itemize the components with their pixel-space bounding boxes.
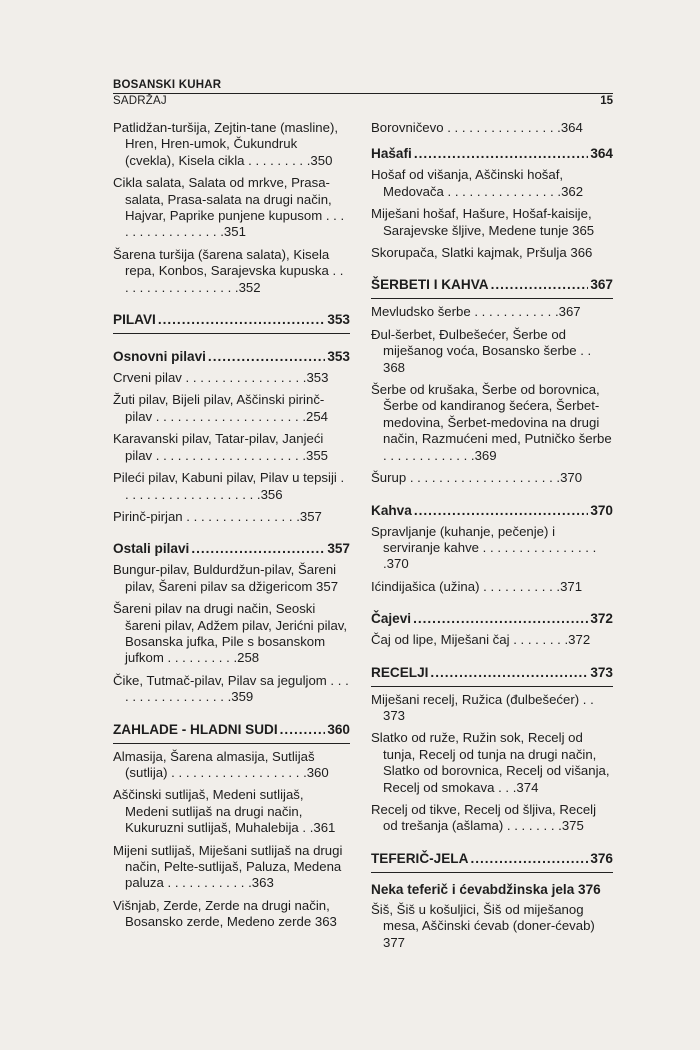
toc-subsection-kahva (371, 503, 613, 520)
toc-entry: Đul-šerbet, Đulbešećer, Šerbe od miješanog voća, Bosansko šerbe . . 368 (371, 326, 592, 375)
toc-entry: Ićindijašica (užina) . . . . . . . . . . .371 (371, 578, 583, 594)
toc-left-column (113, 120, 350, 937)
toc-subsection-cajevi (371, 611, 613, 628)
header-rule (113, 93, 613, 94)
subsection-title: Hašafi (371, 146, 412, 162)
toc-entry: Pirinč-pirjan . . . . . . . . . . . . . . . .357 (113, 508, 322, 524)
section-title: ZAHLADE - HLADNI SUDI (113, 721, 278, 737)
leader-dots (158, 312, 326, 328)
toc-right-column (371, 120, 613, 957)
section-page: 373 (590, 664, 613, 680)
toc-entry: Miješani hošaf, Hašure, Hošaf-kaisije, Sarajevske šljive, Medene tunje 365 (371, 206, 595, 238)
subsection-page: 370 (590, 502, 613, 518)
toc-entry: Višnjab, Zerde, Zerde na drugi način, Bosansko zerde, Medeno zerde 363 (113, 897, 337, 930)
section-page: 353 (327, 312, 350, 328)
toc-subsection-teferic-jela: Neka teferič i ćevabdžinska jela 376 (371, 881, 601, 897)
toc-subsection-osnovni-pilavi (113, 349, 350, 366)
toc-entry: Šareni pilav na drugi način, Seoski šareni pilav, Adžem pilav, Jerićni pilav, Bosanska jufka, Pile s bosanskom jufkom . . . . . . . . . .258 (113, 601, 348, 666)
toc-entry: Šarena turšija (šarena salata), Kisela repa, Konbos, Sarajevska kupuska . . . . . . . . . . . . . . . . . .352 (113, 246, 344, 295)
page-number: 15 (600, 95, 613, 107)
toc-entry: Hošaf od višanja, Aščinski hošaf, Medovača . . . . . . . . . . . . . . . .362 (371, 167, 584, 199)
section-page: 360 (327, 721, 350, 737)
section-page: 376 (590, 850, 613, 866)
section-title: PILAVI (113, 312, 156, 328)
toc-subsection-hasafi (371, 146, 613, 163)
toc-entry: Spravljanje (kuhanje, pečenje) i serviranje kahve . . . . . . . . . . . . . . . . .370 (371, 523, 597, 572)
toc-entry: Crveni pilav . . . . . . . . . . . . . . . . .353 (113, 370, 329, 386)
toc-entry: Šerbe od krušaka, Šerbe od borovnica, Šerbe od kandiranog šećera, Šerbet-medovina, Šerbet-medovina na drugi način, Razmućeni med, Putničko šerbe . . . . . . . . . . . . .369 (371, 382, 612, 463)
toc-entry: Šiš, Šiš u košuljici, Šiš od miješanog mesa, Aščinski ćevab (doner-ćevab) 377 (371, 901, 595, 950)
section-title: RECELJI (371, 664, 429, 680)
toc-entry: Miješani recelj, Ružica (đulbešećer) . . 373 (371, 691, 594, 723)
toc-entry: Šurup . . . . . . . . . . . . . . . . . . . . .370 (371, 470, 583, 486)
subsection-title: Čajevi (371, 611, 412, 627)
toc-entry: Čike, Tutmač-pilav, Pilav sa jeguljom . . . . . . . . . . . . . . . . . .359 (113, 672, 349, 705)
leader-dots (413, 611, 588, 627)
leader-dots (430, 665, 588, 681)
leader-dots (208, 349, 325, 365)
leader-dots (470, 851, 588, 867)
toc-section-recelji (371, 665, 613, 687)
toc-entry: Bungur-pilav, Buldurdžun-pilav, Šareni pilav, Šareni pilav sa džigericom 357 (113, 562, 339, 594)
toc-entry: Skorupača, Slatki kajmak, Pršulja 366 (371, 245, 593, 261)
toc-entry: Aščinski sutlijaš, Medeni sutlijaš, Medeni sutlijaš na drugi način, Kukuruzni sutlijaš, Muhalebija . .361 (113, 787, 336, 836)
leader-dots (191, 541, 325, 557)
subsection-page: 364 (590, 146, 613, 162)
subsection-title: Kahva (371, 502, 412, 518)
toc-entry: Slatko od ruže, Ružin sok, Recelj od tunja, Recelj od tunja na drugi način, Slatko od borovnica, Recelj od višanja, Recelj od smokava . . .374 (371, 730, 610, 795)
toc-entry: Karavanski pilav, Tatar-pilav, Janjeći pilav . . . . . . . . . . . . . . . . . . . . .355 (113, 431, 329, 463)
toc-entry: Recelj od tikve, Recelj od šljiva, Recelj od trešanja (ašlama) . . . . . . . .375 (371, 801, 597, 834)
section-title: TEFERIČ-JELA (371, 850, 469, 866)
section-page: 367 (590, 277, 613, 293)
toc-entry: Cikla salata, Salata od mrkve, Prasa-salata, Prasa-salata na drugi način, Hajvar, Paprike punjene kupusom . . . . . . . . . . . . . . . . .351 (113, 175, 345, 240)
subsection-title: Osnovni pilavi (113, 349, 206, 365)
toc-entry: Žuti pilav, Bijeli pilav, Aščinski pirinč-pilav . . . . . . . . . . . . . . . . . . . . .254 (113, 392, 329, 424)
subsection-page: 353 (327, 349, 350, 365)
toc-entry: Almasija, Šarena almasija, Sutlijaš (sutlija) . . . . . . . . . . . . . . . . . . .360 (113, 748, 329, 780)
toc-section-serbeti (371, 277, 613, 299)
toc-section-pilavi (113, 312, 350, 334)
toc-entry: Mevludsko šerbe . . . . . . . . . . . .367 (371, 304, 581, 320)
leader-dots (414, 146, 589, 162)
section-label: SADRŽAJ (113, 95, 167, 107)
toc-entry: Čaj od lipe, Miješani čaj . . . . . . . .372 (371, 632, 591, 648)
leader-dots (491, 277, 589, 293)
toc-section-zahlade (113, 722, 350, 744)
subsection-title: Ostali pilavi (113, 541, 190, 557)
toc-subsection-ostali-pilavi (113, 541, 350, 558)
book-title: BOSANSKI KUHAR (113, 79, 222, 91)
leader-dots (414, 503, 589, 519)
toc-section-teferic (371, 851, 613, 873)
toc-entry: Borovničevo . . . . . . . . . . . . . . . .364 (371, 120, 583, 135)
subsection-page: 357 (327, 541, 350, 557)
toc-entry: Pileći pilav, Kabuni pilav, Pilav u tepsiji . . . . . . . . . . . . . . . . . . . .356 (113, 470, 345, 502)
toc-entry: Mijeni sutlijaš, Miješani sutlijaš na drugi način, Pelte-sutlijaš, Paluza, Medena paluza . . . . . . . . . . . .363 (113, 842, 343, 891)
section-title: ŠERBETI I KAHVA (371, 277, 489, 293)
leader-dots (280, 722, 326, 738)
toc-entry: Patlidžan-turšija, Zejtin-tane (masline), Hren, Hren-umok, Čukundruk (cvekla), Kisela cikla . . . . . . . . .350 (113, 120, 339, 168)
subsection-page: 372 (590, 611, 613, 627)
